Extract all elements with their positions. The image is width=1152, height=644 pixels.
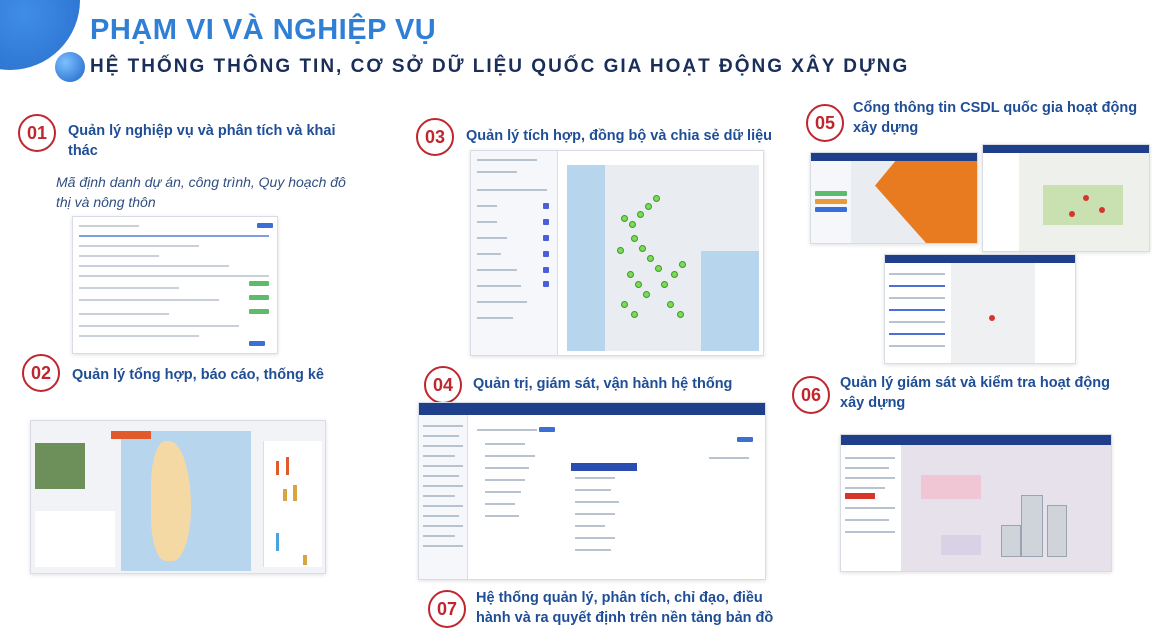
section-03-screenshot (470, 150, 764, 356)
section-05-label: Cổng thông tin CSDL quốc gia hoạt động xây dựng (853, 100, 1138, 136)
page-title: PHẠM VI VÀ NGHIỆP VỤ (90, 14, 437, 46)
section-03-number: 03 (416, 118, 454, 156)
section-06-screenshot (840, 434, 1112, 572)
subtitle-bullet-icon (55, 52, 85, 82)
section-04-screenshot (418, 402, 766, 580)
section-04-label: Quản trị, giám sát, vận hành hệ thống (473, 376, 733, 392)
section-02-label: Quản lý tổng hợp, báo cáo, thống kê (72, 367, 324, 383)
section-07-label: Hệ thống quản lý, phân tích, chỉ đạo, điều hành và ra quyết định trên nền tảng bản đồ (476, 590, 774, 626)
section-01-screenshot (72, 216, 278, 354)
section-05-number: 05 (806, 104, 844, 142)
section-06-label: Quản lý giám sát và kiểm tra hoạt động xây dựng (840, 375, 1110, 411)
section-05-screenshot-3 (884, 254, 1076, 364)
section-06-number: 06 (792, 376, 830, 414)
section-01-number: 01 (18, 114, 56, 152)
section-05-screenshot-2 (982, 144, 1150, 252)
section-01-sublabel: Mã định danh dự án, công trình, Quy hoạch đô thị và nông thôn (56, 174, 346, 210)
section-02-screenshot (30, 420, 326, 574)
page-subtitle: HỆ THỐNG THÔNG TIN, CƠ SỞ DỮ LIỆU QUỐC GIA HOẠT ĐỘNG XÂY DỰNG (90, 56, 910, 77)
section-01-label: Quản lý nghiệp vụ và phân tích và khai thác (68, 123, 336, 159)
section-07-number: 07 (428, 590, 466, 628)
section-02-number: 02 (22, 354, 60, 392)
section-05-screenshot-1 (810, 152, 978, 244)
section-03-label: Quản lý tích hợp, đồng bộ và chia sẻ dữ liệu (466, 128, 773, 144)
section-04-number: 04 (424, 366, 462, 404)
